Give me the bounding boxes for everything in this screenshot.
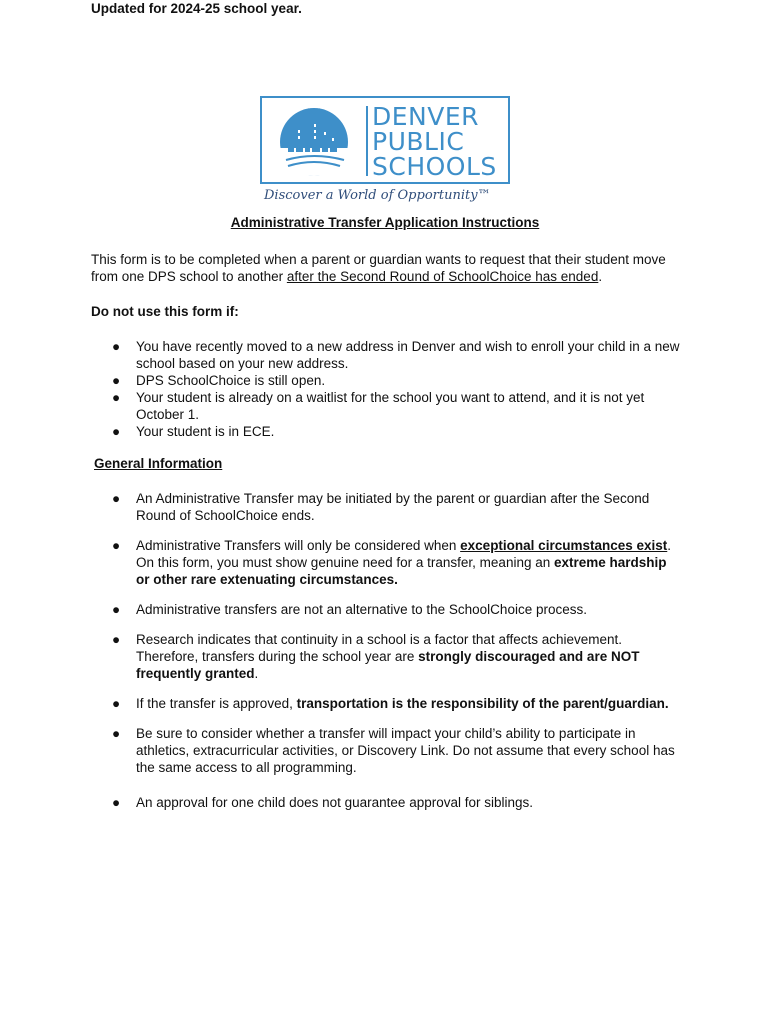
dps-logo: [260, 96, 512, 208]
logo-line-3: SCHOOLS: [372, 152, 497, 181]
b5-bold: transportation is the responsibility of the parent/guardian.: [296, 696, 669, 711]
b5-text-a: If the transfer is approved,: [136, 696, 297, 711]
list-item-text: [136, 631, 682, 682]
list-item-text: [136, 695, 682, 712]
intro-text: This form is to be completed when a parent or guardian wants to request that their student move from one DPS school to another: [91, 252, 666, 284]
bullet-icon: ●: [112, 491, 121, 506]
page-title: Administrative Transfer Application Instructions: [230, 215, 540, 230]
logo-line-1: DENVER: [372, 102, 480, 131]
logo-wordmark: [372, 104, 510, 179]
b4-bold: strongly discouraged and are NOT frequently granted: [136, 649, 640, 681]
b4-text-a: Research indicates that continuity in a school is a factor that affects achievement. Therefore, transfers during the school year are: [136, 632, 623, 664]
list-item-text: You have recently moved to a new address in Denver and wish to enroll your child in a new school based on your new address.: [136, 339, 680, 371]
b2-text-c: . On this form, you must show genuine need for a transfer, meaning an: [136, 538, 672, 570]
do-not-use-heading: Do not use this form if:: [91, 304, 239, 319]
intro-paragraph: [91, 251, 691, 285]
list-item-text: DPS SchoolChoice is still open.: [136, 373, 326, 388]
bullet-icon: ●: [112, 373, 121, 388]
bullet-icon: ●: [112, 602, 121, 617]
general-info-heading: General Information: [94, 456, 223, 471]
bullet-icon: ●: [112, 795, 121, 810]
list-item-text: Administrative transfers are not an alternative to the SchoolChoice process.: [136, 602, 587, 617]
list-item-text: An Administrative Transfer may be initiated by the parent or guardian after the Second Round of SchoolChoice ends.: [136, 491, 650, 523]
logo-line-2: PUBLIC: [372, 127, 465, 156]
bullet-icon: ●: [112, 538, 121, 553]
logo-tagline: Discover a World of Opportunity™: [264, 188, 491, 203]
bullet-icon: ●: [112, 696, 121, 711]
b4-text-c: .: [254, 666, 259, 681]
intro-underlined: after the Second Round of SchoolChoice has ended: [286, 269, 599, 284]
list-item-text: Your student is in ECE.: [136, 424, 275, 439]
b2-bold: extreme hardship or other rare extenuating circumstances.: [136, 555, 667, 587]
b2-emphasis: exceptional circumstances exist: [460, 538, 668, 553]
list-item-text: Your student is already on a waitlist for the school you want to attend, and it is not yet October 1.: [136, 390, 645, 422]
intro-end: .: [598, 269, 603, 284]
bullet-icon: ●: [112, 339, 121, 354]
bullet-icon: ●: [112, 726, 121, 741]
city-skyline-emblem-icon: [268, 100, 364, 180]
list-item-text: [136, 537, 682, 588]
list-item-text: An approval for one child does not guarantee approval for siblings.: [136, 795, 534, 810]
bullet-icon: ●: [112, 390, 121, 405]
logo-divider: [366, 106, 368, 176]
logo-frame: [260, 96, 510, 184]
b2-text-a: Administrative Transfers will only be considered when: [136, 538, 461, 553]
updated-note: Updated for 2024-25 school year.: [91, 1, 302, 16]
list-item-text: Be sure to consider whether a transfer will impact your child’s ability to participate in athletics, extracurricular activities, or Discovery Link. Do not assume that every school has the same access to all programming.: [136, 726, 675, 775]
bullet-icon: ●: [112, 424, 121, 439]
bullet-icon: ●: [112, 632, 121, 647]
